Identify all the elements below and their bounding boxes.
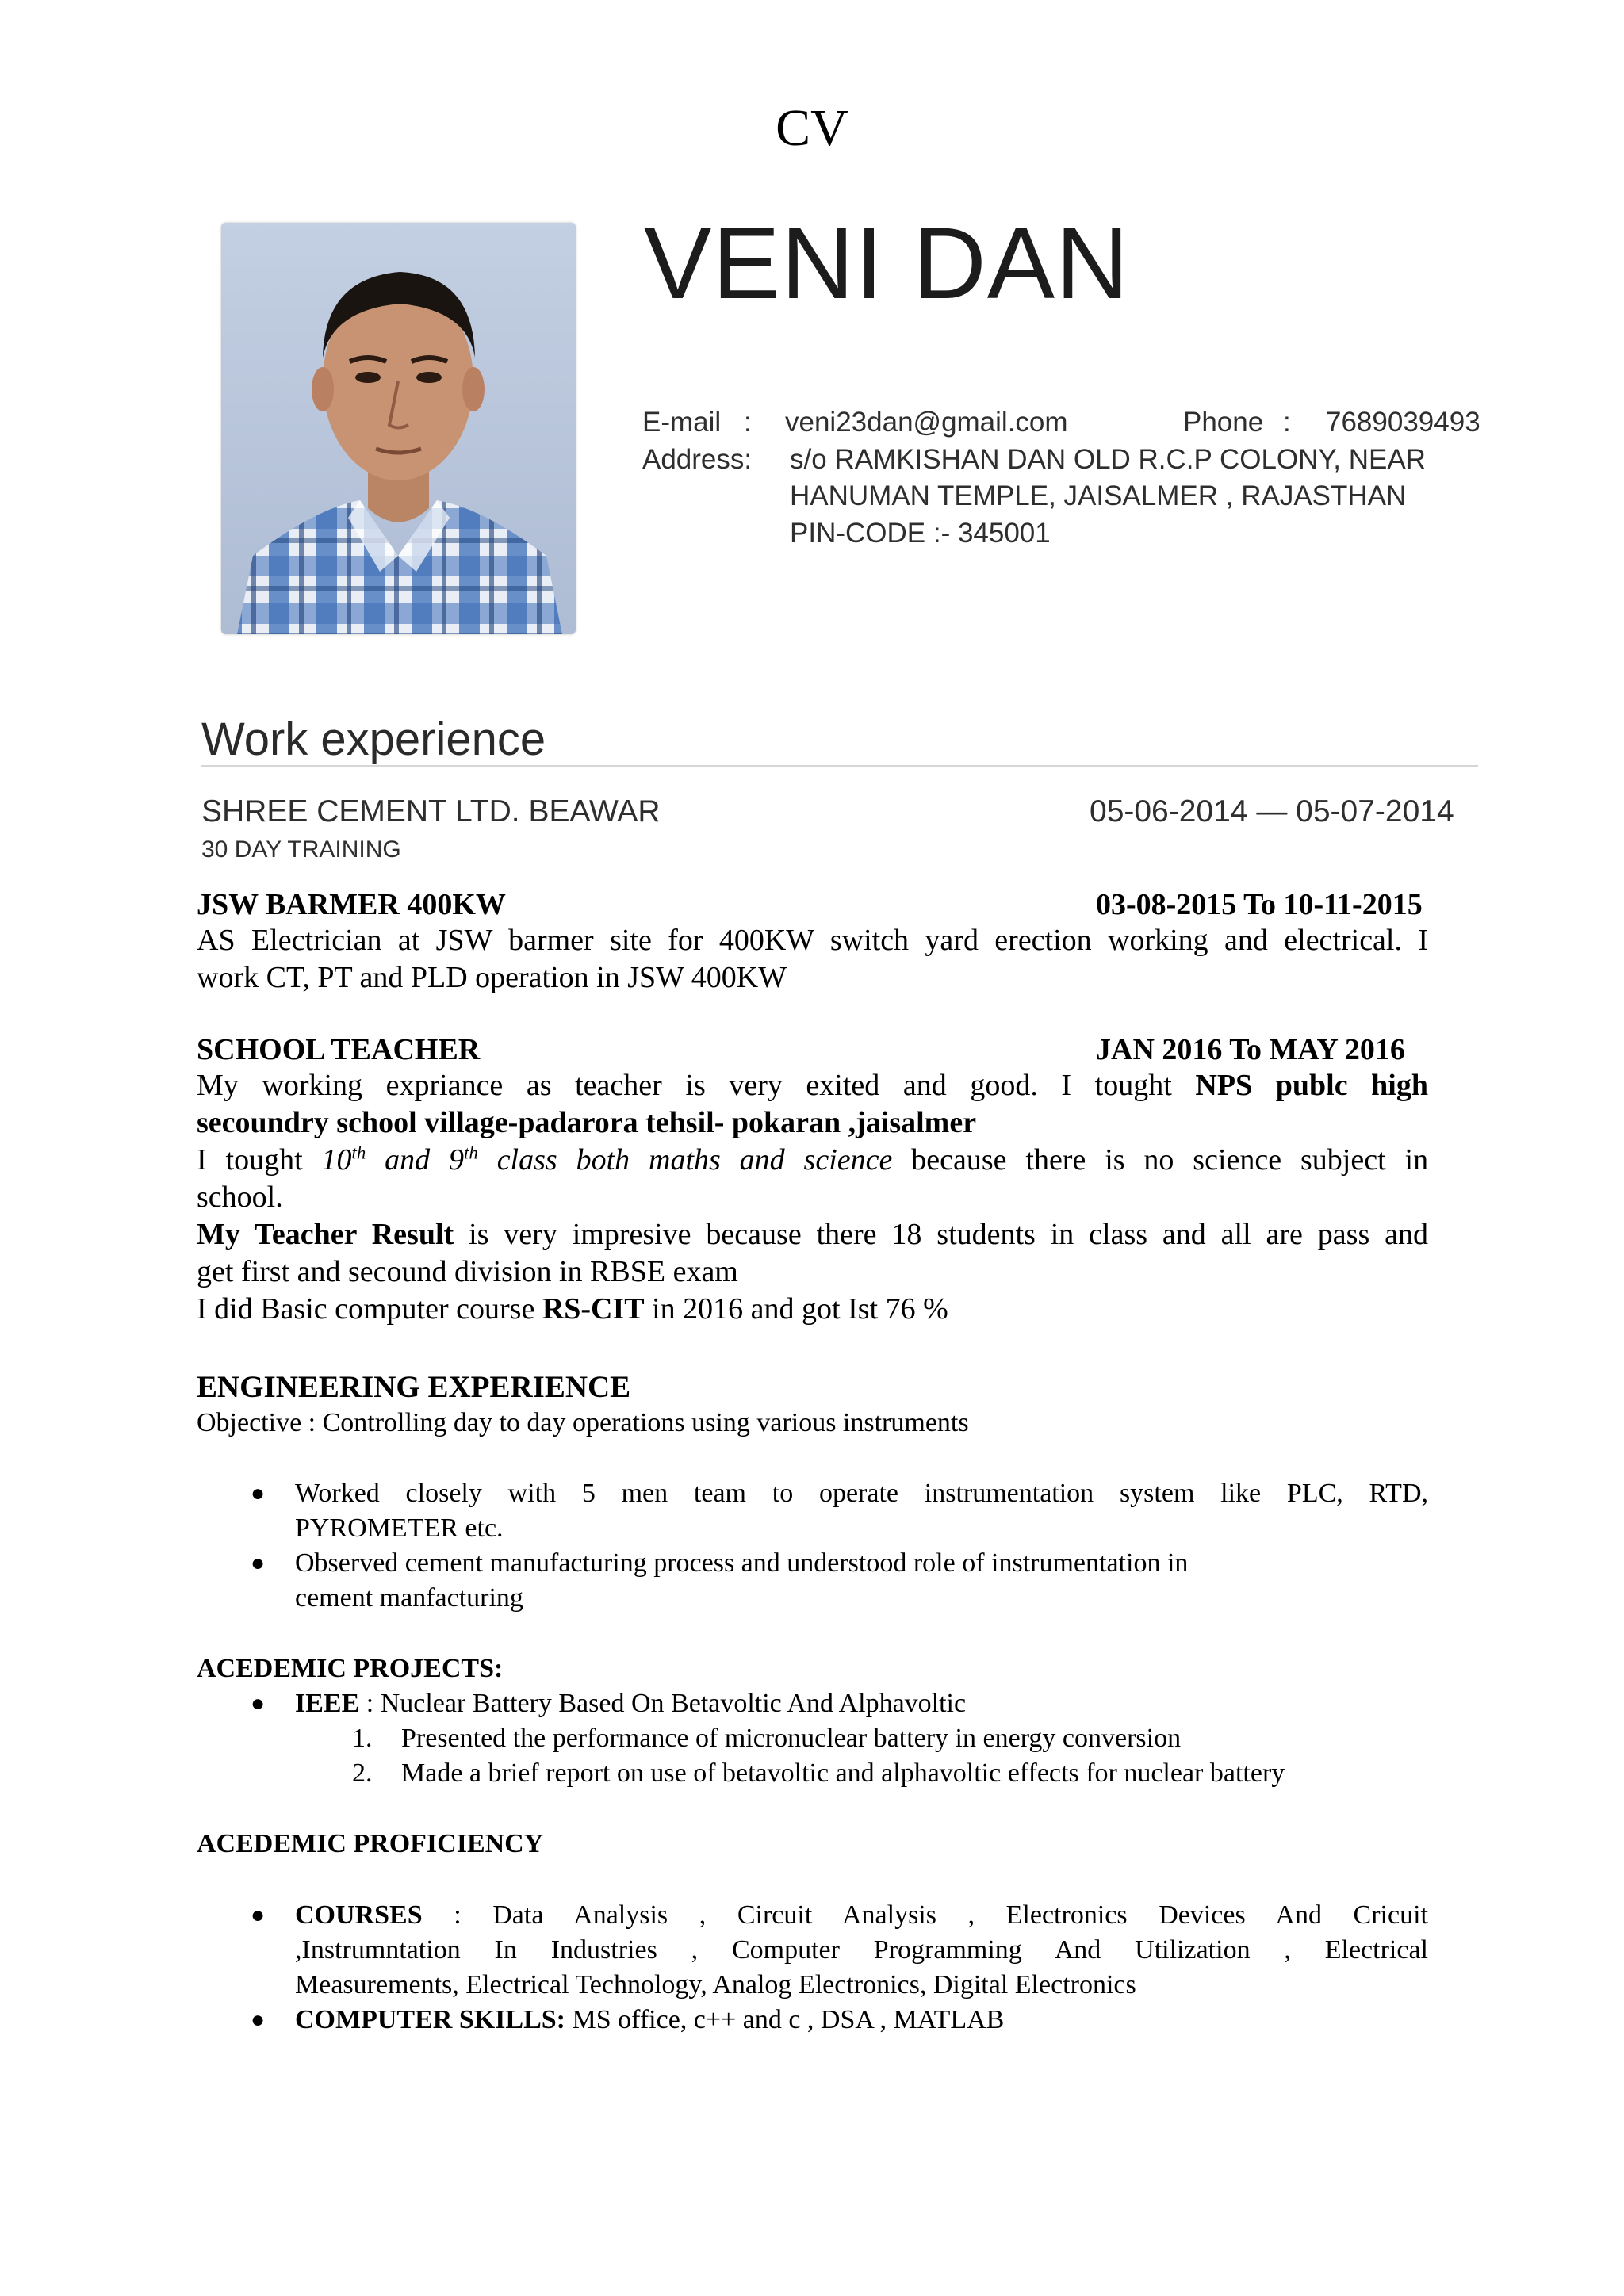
teacher-text: in 2016 and got Ist 76 % [652, 1292, 948, 1326]
teacher-line [197, 1067, 1428, 1104]
engineering-heading: ENGINEERING EXPERIENCE [197, 1370, 631, 1404]
result-label: My Teacher Result [197, 1218, 454, 1251]
portrait-image [221, 223, 576, 634]
subjects: class both maths and science [496, 1143, 893, 1177]
teacher-title: SCHOOL TEACHER [197, 1033, 481, 1066]
courses-text: : Data Analysis , Circuit Analysis , Electronics Devices And Cricuit [454, 1900, 1428, 1930]
teacher-dates: JAN 2016 To MAY 2016 [1096, 1033, 1405, 1066]
class-number: and 9th [385, 1142, 478, 1177]
list-item [251, 1476, 1428, 1546]
teacher-line [197, 1291, 948, 1328]
jsw-title: JSW BARMER 400KW [197, 888, 506, 921]
list-item-text: PYROMETER etc. [295, 1513, 504, 1543]
teacher-text: I tought [197, 1143, 303, 1177]
teacher-line [197, 1216, 1428, 1253]
phone-value: 7689039493 [1326, 407, 1480, 438]
list-item-text: Observed cement manufacturing process and understood role of instrumentation in [295, 1548, 1189, 1578]
email-label: E-mail [642, 407, 722, 438]
skills-text: MS office, c++ and c , DSA , MATLAB [572, 2005, 1005, 2034]
jsw-dates: 03-08-2015 To 10-11-2015 [1096, 888, 1423, 921]
teacher-text: I did Basic computer course [197, 1292, 535, 1326]
shree-note: 30 DAY TRAINING [201, 836, 401, 863]
bullet-icon: ● [251, 1690, 266, 1716]
shree-dates: 05-06-2014 — 05-07-2014 [1090, 794, 1454, 828]
bullet-icon: ● [251, 1902, 266, 1928]
teacher-line: school. [197, 1181, 283, 1214]
bullet-icon: ● [251, 2007, 266, 2033]
phone-colon: : [1283, 407, 1291, 438]
teacher-text: because there is no science subject in [911, 1143, 1429, 1177]
candidate-name: VENI DAN [644, 207, 1130, 320]
project-item: Presented the performance of micronuclear battery in energy conversion [401, 1724, 1182, 1753]
email-value[interactable]: veni23dan@gmail.com [785, 407, 1068, 438]
courses-label: COURSES [295, 1900, 423, 1930]
skills-label: COMPUTER SKILLS: [295, 2005, 565, 2034]
course-name: RS-CIT [542, 1292, 645, 1326]
page-title: CV [776, 99, 848, 157]
address-line: s/o RAMKISHAN DAN OLD R.C.P COLONY, NEAR [790, 444, 1426, 475]
proficiency-heading: ACEDEMIC PROFICIENCY [197, 1829, 544, 1858]
courses-line: ,Instrumntation In Industries , Computer Programming And Utilization , Electrical [295, 1935, 1428, 1965]
list-item-text: cement manfacturing [295, 1583, 523, 1613]
project-number: 2. [352, 1758, 373, 1788]
address-line: PIN-CODE :- 345001 [790, 518, 1051, 549]
address-line: HANUMAN TEMPLE, JAISALMER , RAJASTHAN [790, 480, 1407, 511]
list-item [251, 1546, 1428, 1616]
courses-line: Measurements, Electrical Technology, Analog Electronics, Digital Electronics [295, 1970, 1136, 1999]
address-label: Address: [642, 444, 753, 475]
section-divider [201, 765, 1478, 767]
work-experience-heading: Work experience [201, 714, 546, 765]
project-number: 1. [352, 1724, 373, 1753]
shree-company: SHREE CEMENT LTD. BEAWAR [201, 794, 661, 828]
bullet-icon: ● [251, 1550, 266, 1576]
jsw-desc-line: work CT, PT and PLD operation in JSW 400KW [197, 961, 787, 994]
teacher-line [197, 1142, 1428, 1179]
project-item: Made a brief report on use of betavoltic and alphavoltic effects for nuclear battery [401, 1758, 1285, 1788]
bullet-icon: ● [251, 1480, 266, 1506]
list-item-text: Worked closely with 5 men team to operate instrumentation system like PLC, RTD, [295, 1479, 1428, 1508]
email-colon: : [744, 407, 752, 438]
profile-photo [221, 223, 576, 634]
objective: Objective : Controlling day to day operations using various instruments [197, 1408, 969, 1437]
class-number: 10th [321, 1142, 366, 1177]
teacher-line: get first and secound division in RBSE exam [197, 1255, 738, 1288]
projects-heading: ACEDEMIC PROJECTS: [197, 1654, 504, 1683]
courses-line [295, 1898, 1428, 1933]
school-name-cont: secoundry school village-padarora tehsil- pokaran ,jaisalmer [197, 1106, 977, 1139]
list-item [251, 1898, 1428, 2003]
ieee-label: IEEE [295, 1689, 360, 1718]
project-title: : Nuclear Battery Based On Betavoltic And Alphavoltic [366, 1689, 967, 1718]
school-name: NPS publc high [1195, 1069, 1428, 1102]
jsw-desc-line: AS Electrician at JSW barmer site for 400KW switch yard erection working and electrical. I [197, 924, 1428, 957]
phone-label: Phone [1183, 407, 1264, 438]
teacher-text: My working expriance as teacher is very exited and good. I tought [197, 1069, 1172, 1102]
list-item [251, 2003, 1005, 2038]
teacher-text: is very impresive because there 18 students in class and all are pass and [469, 1218, 1428, 1251]
list-item [251, 1686, 967, 1721]
